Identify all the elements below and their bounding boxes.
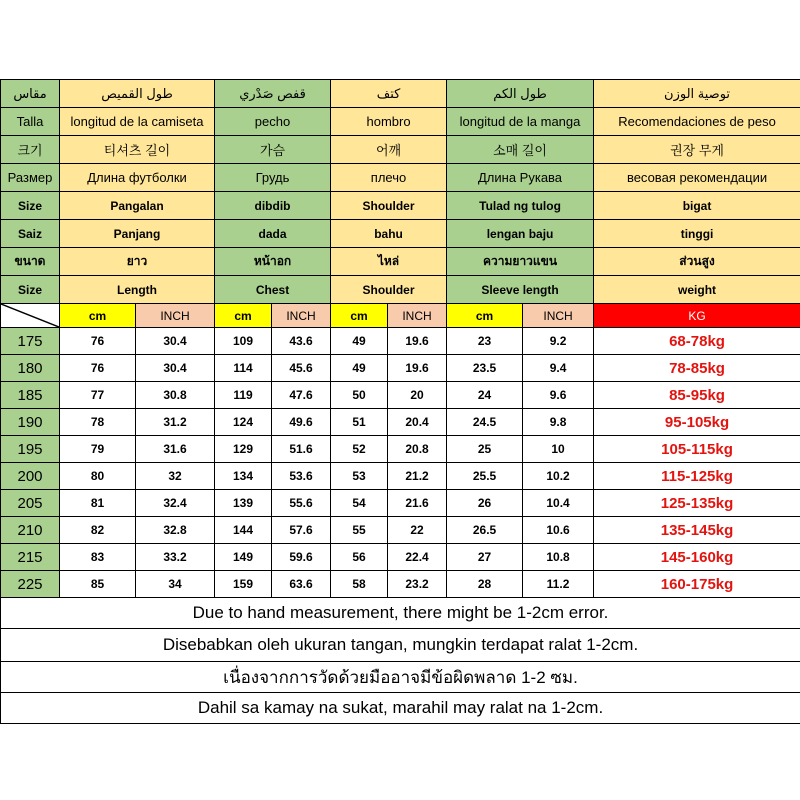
length-cm: 80 (60, 463, 136, 490)
table-row (1, 436, 800, 463)
length-inch: 30.4 (136, 355, 215, 382)
size-value: 195 (1, 436, 60, 463)
weight-value: 85-95kg (594, 382, 800, 409)
length-inch: 31.2 (136, 409, 215, 436)
note-row (1, 598, 800, 629)
note-row (1, 693, 800, 724)
length-cm: 85 (60, 571, 136, 598)
chest-inch: 51.6 (272, 436, 331, 463)
length-header: Length (60, 276, 215, 304)
size-label-cell: Talla (1, 108, 60, 136)
weight-header: 권장 무게 (594, 136, 800, 164)
shoulder-cm: 51 (331, 409, 388, 436)
units-row (1, 304, 800, 328)
length-cm: 83 (60, 544, 136, 571)
length-header: طول القميص (60, 80, 215, 108)
diagonal-corner-cell (1, 304, 60, 328)
table-row (1, 328, 800, 355)
shoulder-inch: 21.6 (388, 490, 447, 517)
chest-cm: 124 (215, 409, 272, 436)
sleeve-cm: 23 (447, 328, 523, 355)
sleeve-inch: 11.2 (523, 571, 594, 598)
shoulder-header: hombro (331, 108, 447, 136)
inch-unit-label: INCH (136, 304, 215, 328)
shoulder-header: Shoulder (331, 276, 447, 304)
weight-header: ส่วนสูง (594, 248, 800, 276)
length-cm: 79 (60, 436, 136, 463)
weight-header: Recomendaciones de peso (594, 108, 800, 136)
chest-cm: 139 (215, 490, 272, 517)
length-header: 티셔츠 길이 (60, 136, 215, 164)
header-row (1, 248, 800, 276)
table-row (1, 517, 800, 544)
cm-unit-label: cm (447, 304, 523, 328)
chest-inch: 47.6 (272, 382, 331, 409)
sleeve-inch: 9.4 (523, 355, 594, 382)
shoulder-inch: 20.4 (388, 409, 447, 436)
weight-value: 68-78kg (594, 328, 800, 355)
shoulder-cm: 52 (331, 436, 388, 463)
chest-header: dibdib (215, 192, 331, 220)
shoulder-header: كتف (331, 80, 447, 108)
length-header: Pangalan (60, 192, 215, 220)
size-value: 200 (1, 463, 60, 490)
length-cm: 77 (60, 382, 136, 409)
length-cm: 76 (60, 355, 136, 382)
size-chart-table (0, 79, 800, 724)
sleeve-cm: 23.5 (447, 355, 523, 382)
sleeve-inch: 9.2 (523, 328, 594, 355)
length-header: Panjang (60, 220, 215, 248)
length-inch: 30.8 (136, 382, 215, 409)
chest-cm: 109 (215, 328, 272, 355)
chest-cm: 149 (215, 544, 272, 571)
kg-unit-label: KG (594, 304, 800, 328)
table-row (1, 544, 800, 571)
size-label-cell: مقاس (1, 80, 60, 108)
chest-inch: 63.6 (272, 571, 331, 598)
sleeve-header: 소매 길이 (447, 136, 594, 164)
chest-inch: 49.6 (272, 409, 331, 436)
chest-header: Chest (215, 276, 331, 304)
sleeve-header: طول الكم (447, 80, 594, 108)
size-value: 180 (1, 355, 60, 382)
sleeve-inch: 10.2 (523, 463, 594, 490)
chest-cm: 119 (215, 382, 272, 409)
sleeve-cm: 28 (447, 571, 523, 598)
length-inch: 32.8 (136, 517, 215, 544)
chest-header: Грудь (215, 164, 331, 192)
shoulder-cm: 49 (331, 328, 388, 355)
sleeve-cm: 25.5 (447, 463, 523, 490)
weight-value: 78-85kg (594, 355, 800, 382)
sleeve-header: Sleeve length (447, 276, 594, 304)
table-row (1, 463, 800, 490)
shoulder-cm: 53 (331, 463, 388, 490)
weight-value: 95-105kg (594, 409, 800, 436)
size-label-cell: Размер (1, 164, 60, 192)
size-label-cell: Size (1, 192, 60, 220)
sleeve-inch: 10.8 (523, 544, 594, 571)
sleeve-inch: 10.6 (523, 517, 594, 544)
sleeve-inch: 10 (523, 436, 594, 463)
size-label-cell: Saiz (1, 220, 60, 248)
cm-unit-label: cm (331, 304, 388, 328)
header-row (1, 136, 800, 164)
chest-inch: 55.6 (272, 490, 331, 517)
weight-header: bigat (594, 192, 800, 220)
shoulder-cm: 58 (331, 571, 388, 598)
header-row (1, 108, 800, 136)
size-value: 185 (1, 382, 60, 409)
table-row (1, 355, 800, 382)
length-inch: 31.6 (136, 436, 215, 463)
measurement-note: Dahil sa kamay na sukat, marahil may ralat na 1-2cm. (1, 693, 800, 724)
shoulder-inch: 20.8 (388, 436, 447, 463)
weight-header: tinggi (594, 220, 800, 248)
chest-header: 가슴 (215, 136, 331, 164)
sleeve-cm: 27 (447, 544, 523, 571)
size-value: 175 (1, 328, 60, 355)
shoulder-header: bahu (331, 220, 447, 248)
chest-inch: 59.6 (272, 544, 331, 571)
shoulder-inch: 20 (388, 382, 447, 409)
note-row (1, 662, 800, 693)
weight-header: весовая рекомендации (594, 164, 800, 192)
chest-header: قفص صَدْري (215, 80, 331, 108)
shoulder-inch: 22.4 (388, 544, 447, 571)
length-inch: 33.2 (136, 544, 215, 571)
length-inch: 34 (136, 571, 215, 598)
size-value: 190 (1, 409, 60, 436)
shoulder-header: плечо (331, 164, 447, 192)
weight-value: 105-115kg (594, 436, 800, 463)
length-header: longitud de la camiseta (60, 108, 215, 136)
cm-unit-label: cm (215, 304, 272, 328)
length-cm: 76 (60, 328, 136, 355)
cm-unit-label: cm (60, 304, 136, 328)
sleeve-cm: 24.5 (447, 409, 523, 436)
inch-unit-label: INCH (523, 304, 594, 328)
length-cm: 78 (60, 409, 136, 436)
chest-cm: 144 (215, 517, 272, 544)
measurement-note: เนื่องจากการวัดด้วยมืออาจมีข้อผิดพลาด 1-2 ซม. (1, 662, 800, 693)
shoulder-inch: 19.6 (388, 328, 447, 355)
shoulder-header: 어깨 (331, 136, 447, 164)
length-header: Длина футболки (60, 164, 215, 192)
table-row (1, 382, 800, 409)
sleeve-header: Длина Рукава (447, 164, 594, 192)
shoulder-cm: 55 (331, 517, 388, 544)
size-label-cell: Size (1, 276, 60, 304)
table-row (1, 490, 800, 517)
chest-inch: 43.6 (272, 328, 331, 355)
size-value: 210 (1, 517, 60, 544)
table-row (1, 571, 800, 598)
size-value: 215 (1, 544, 60, 571)
note-row (1, 629, 800, 662)
chest-header: dada (215, 220, 331, 248)
sleeve-header: longitud de la manga (447, 108, 594, 136)
shoulder-inch: 22 (388, 517, 447, 544)
chest-inch: 57.6 (272, 517, 331, 544)
header-row (1, 220, 800, 248)
weight-value: 125-135kg (594, 490, 800, 517)
shoulder-header: ไหล่ (331, 248, 447, 276)
weight-header: weight (594, 276, 800, 304)
weight-value: 145-160kg (594, 544, 800, 571)
sleeve-header: lengan baju (447, 220, 594, 248)
length-inch: 32 (136, 463, 215, 490)
sleeve-cm: 26.5 (447, 517, 523, 544)
table-row (1, 409, 800, 436)
chest-cm: 134 (215, 463, 272, 490)
sleeve-inch: 9.8 (523, 409, 594, 436)
size-value: 225 (1, 571, 60, 598)
shoulder-cm: 54 (331, 490, 388, 517)
sleeve-header: Tulad ng tulog (447, 192, 594, 220)
chest-cm: 114 (215, 355, 272, 382)
shoulder-inch: 23.2 (388, 571, 447, 598)
chest-header: หน้าอก (215, 248, 331, 276)
sleeve-header: ความยาวแขน (447, 248, 594, 276)
inch-unit-label: INCH (272, 304, 331, 328)
sleeve-cm: 25 (447, 436, 523, 463)
length-cm: 82 (60, 517, 136, 544)
length-inch: 32.4 (136, 490, 215, 517)
sleeve-inch: 10.4 (523, 490, 594, 517)
chest-header: pecho (215, 108, 331, 136)
size-value: 205 (1, 490, 60, 517)
header-row (1, 192, 800, 220)
weight-value: 135-145kg (594, 517, 800, 544)
chest-inch: 53.6 (272, 463, 331, 490)
sleeve-cm: 26 (447, 490, 523, 517)
length-header: ยาว (60, 248, 215, 276)
weight-value: 115-125kg (594, 463, 800, 490)
chest-cm: 159 (215, 571, 272, 598)
measurement-note: Due to hand measurement, there might be 1-2cm error. (1, 598, 800, 629)
chest-cm: 129 (215, 436, 272, 463)
shoulder-header: Shoulder (331, 192, 447, 220)
header-row (1, 80, 800, 108)
header-row (1, 276, 800, 304)
inch-unit-label: INCH (388, 304, 447, 328)
size-label-cell: 크기 (1, 136, 60, 164)
shoulder-inch: 19.6 (388, 355, 447, 382)
sleeve-cm: 24 (447, 382, 523, 409)
shoulder-inch: 21.2 (388, 463, 447, 490)
shoulder-cm: 49 (331, 355, 388, 382)
sleeve-inch: 9.6 (523, 382, 594, 409)
shoulder-cm: 50 (331, 382, 388, 409)
shoulder-cm: 56 (331, 544, 388, 571)
length-inch: 30.4 (136, 328, 215, 355)
length-cm: 81 (60, 490, 136, 517)
weight-value: 160-175kg (594, 571, 800, 598)
chest-inch: 45.6 (272, 355, 331, 382)
header-row (1, 164, 800, 192)
measurement-note: Disebabkan oleh ukuran tangan, mungkin terdapat ralat 1-2cm. (1, 629, 800, 662)
weight-header: توصية الوزن (594, 80, 800, 108)
size-label-cell: ขนาด (1, 248, 60, 276)
